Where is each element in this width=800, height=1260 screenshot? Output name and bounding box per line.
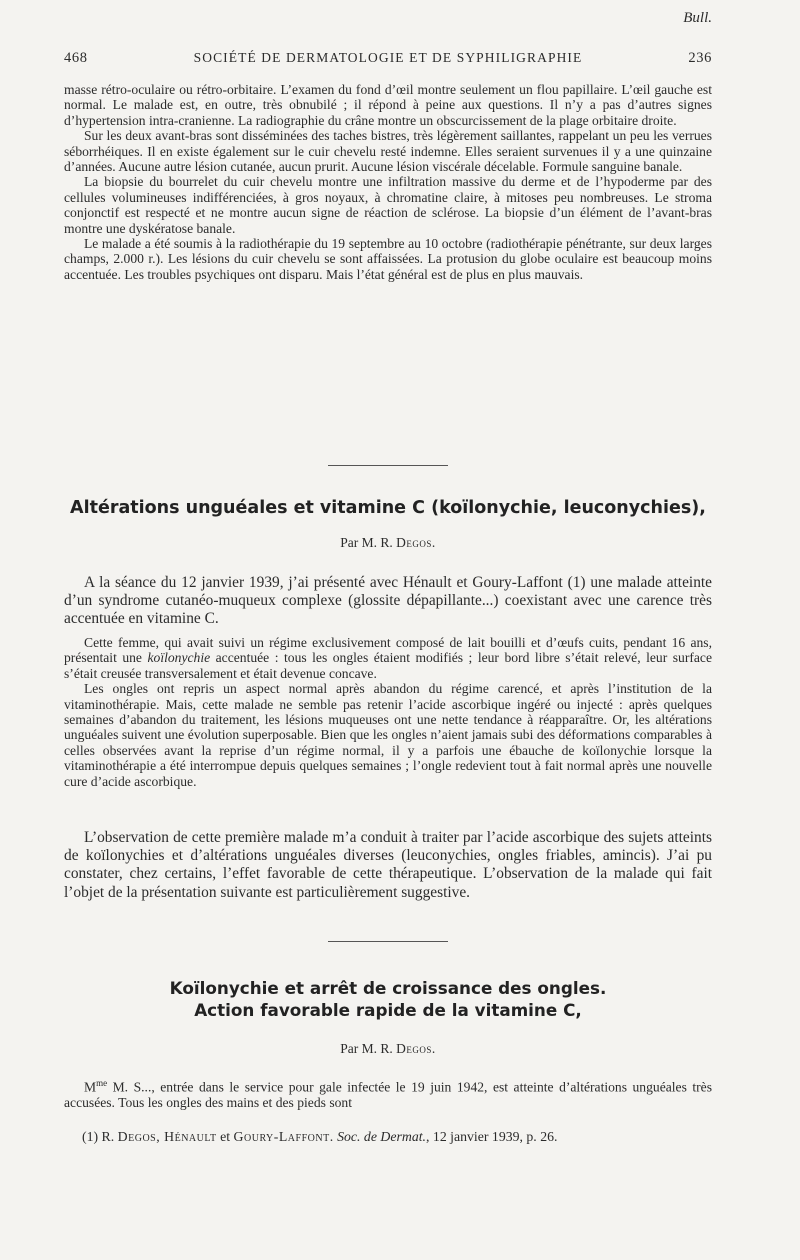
paragraph: Le malade a été soumis à la radiothérapie du 19 septembre au 10 octobre (radiothérapie pénétrante, sur deux larges champs, 2.000 r.). Les lésions du cuir chevelu se sont affaissées. La protusion du globe oculaire est beaucoup moins accentuée. Les troubles psychiques ont disparu. Mais l’état général est de plus en plus mauvais.: [64, 236, 712, 282]
paragraph: Les ongles ont repris un aspect normal après abandon du régime carencé, et après l’institution de la vitaminothérapie. Mais, cette malade ne semble pas retenir l’acide ascorbique ingéré ou injecté : après quelques semaines d’abandon du traitement, les lésions muqueuses ont une nette tendance à réapparaître. Or, les altérations unguéales suivent une évolution superposable. Bien que les ongles n’aient jamais subi des déformations comparables à celles observées avant la reprise d’un régime normal, il y a parfois une ébauche de koïlonychie lorsque la vitaminothérapie a été interrompue depuis quelques semaines ; l’ongle redevient tout à fait normal après une nouvelle cure d’acide ascorbique.: [64, 681, 712, 789]
running-title: SOCIÉTÉ DE DERMATOLOGIE ET DE SYPHILIGRAPHIE: [193, 50, 583, 65]
title-line: Koïlonychie et arrêt de croissance des ongles.: [169, 978, 607, 998]
section-divider: [328, 941, 448, 942]
byline-prefix: Par M. R.: [340, 1041, 393, 1056]
author-name: Degos.: [396, 535, 436, 550]
paragraph: A la séance du 12 janvier 1939, j’ai présenté avec Hénault et Goury-Laffont (1) une malade atteinte d’un syndrome cutanéo-muqueux complexe (glossite dépapillante...) coexistant avec une carence très accentuée en vitamine C.: [64, 574, 712, 628]
paragraph: masse rétro-oculaire ou rétro-orbitaire. L’examen du fond d’œil montre seulement un flou papillaire. L’œil gauche est normal. Le malade est, en outre, très obnubilé ; il répond à peine aux questions. Il n’y a pas d’autres signes d’hypertension intra-cranienne. La radiographie du crâne montre un obscurcissement de la plage orbitaire droite.: [64, 82, 712, 128]
issue-number: 236: [688, 50, 712, 66]
article1-conclusion: [64, 829, 712, 902]
emphasis: koïlonychie: [147, 650, 211, 666]
article1-intro: [64, 574, 712, 629]
byline: [64, 535, 712, 551]
footnote: (1) R. Degos, Hénault et Goury-Laffont. Soc. de Dermat., 12 janvier 1939, p. 26.: [82, 1129, 558, 1144]
author-name: Degos.: [396, 1041, 436, 1056]
case-continuation: [64, 82, 712, 282]
paragraph: L’observation de cette première malade m’a conduit à traiter par l’acide ascorbique des sujets atteints de koïlonychies et d’altérations unguéales diverses (leuconychies, ongles friables, amincis). J’ai pu constater, chez certains, l’effet favorable de cette thérapeutique. L’observation de la malade qui fait l’objet de la présentation suivante est particulièrement suggestive.: [64, 829, 712, 901]
page-number: 468: [64, 50, 88, 66]
paragraph: La biopsie du bourrelet du cuir chevelu montre une infiltration massive du derme et de l’hypoderme par des cellules volumineuses indifférenciées, à gros noyaux, à chromatine claire, à mitoses peu nombreuses. Le stroma conjonctif est respecté et ne montre aucun signe de réaction de sclérose. La biopsie d’un élément de l’avant-bras montre une dyskératose banale.: [64, 174, 712, 236]
title-line: Action favorable rapide de la vitamine C,: [194, 1000, 582, 1020]
article1-case: [64, 635, 712, 789]
section-divider: [328, 465, 448, 466]
paragraph: Cette femme, qui avait suivi un régime exclusivement composé de lait bouilli et d’œufs cuits, pendant 16 ans, présentait une koïlonychie accentuée : tous les ongles étaient modifiés ; leur bord libre s’était relevé, leur surface s’était creusée transversalement et était devenue concave.: [64, 635, 712, 681]
paragraph: Sur les deux avant-bras sont disséminées des taches bistres, très légèrement saillantes, rappelant un peu les verrues séborrhéiques. Il en existe également sur le cuir chevelu resté indemne. Elles seraient survenues il y a une quinzaine d’années. Aucune autre lésion cutanée, aucun prurit. Aucune lésion viscérale décelable. Formule sanguine banale.: [64, 128, 712, 175]
byline-prefix: Par M. R.: [340, 535, 393, 550]
article-title: [64, 977, 712, 1021]
journal-abbrev: Bull.: [683, 10, 712, 26]
paragraph: $M^{me}$ M. S..., entrée dans le service pour gale infectée le 19 juin 1942, est atteinte d’altérations unguéales très accusées. Tous les ongles des mains et des pieds sont: [64, 1078, 712, 1110]
byline: [64, 1041, 712, 1057]
running-header: [64, 50, 712, 67]
article-title: Altérations unguéales et vitamine C (koïlonychie, leuconychies),: [70, 498, 706, 518]
article2-case: [64, 1076, 712, 1110]
